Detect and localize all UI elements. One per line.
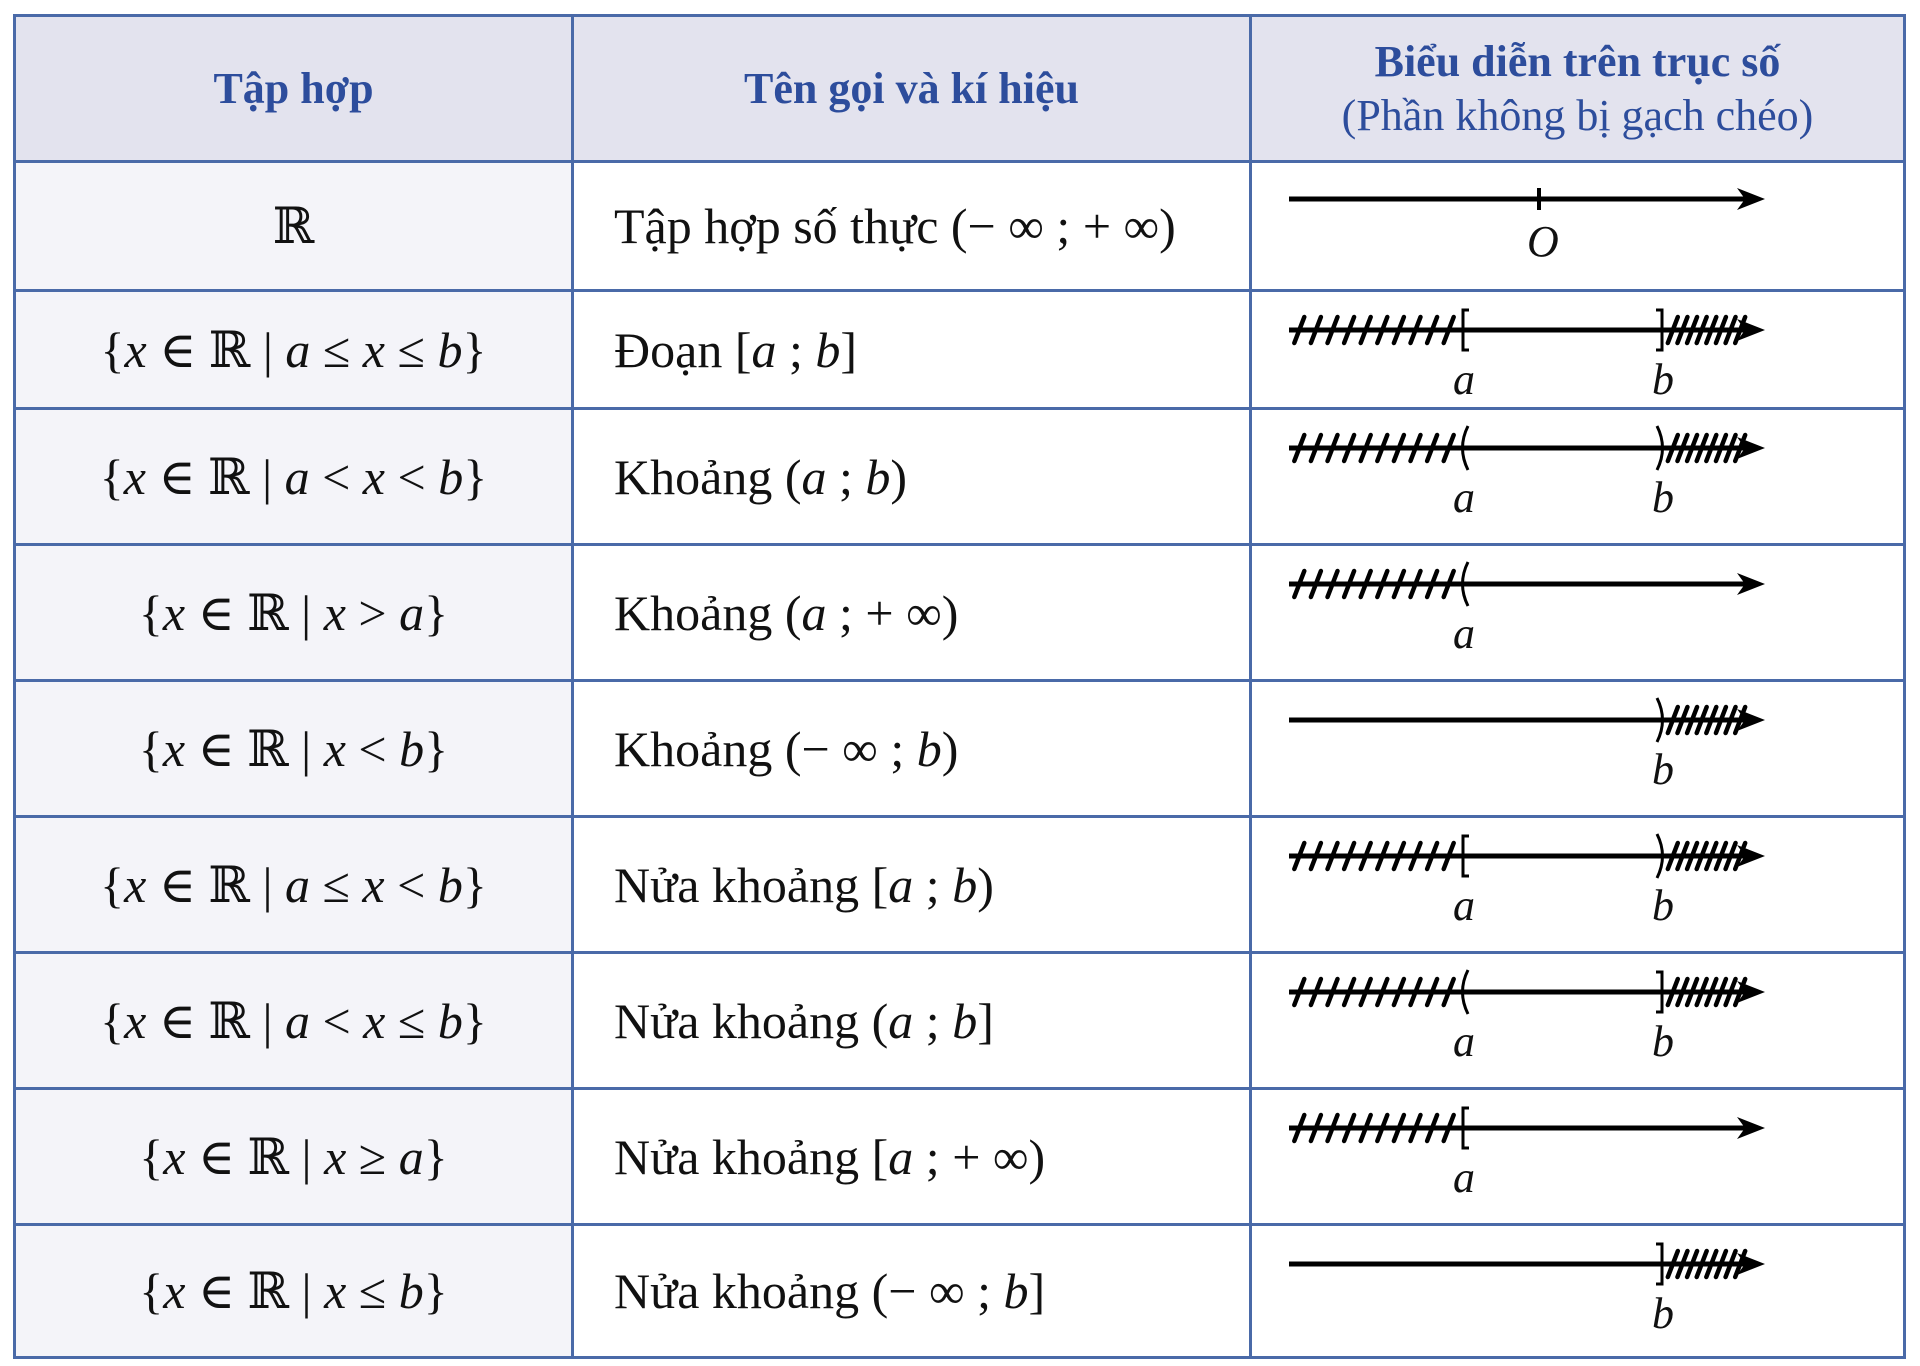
table-row: [16, 951, 1903, 1087]
header-axis-title: Biểu diễn trên trục số: [1374, 36, 1781, 86]
header-name-label: Tên gọi và kí hiệu: [744, 63, 1079, 113]
point-b-label: b: [1652, 1289, 1674, 1338]
number-line-icon: [1252, 1230, 1903, 1360]
number-line-icon: [1252, 686, 1903, 819]
table-row: [16, 1087, 1903, 1223]
number-line-icon: [1252, 822, 1903, 955]
table-row: [16, 407, 1903, 543]
axis-cell: [1249, 682, 1903, 815]
number-line-icon: [1252, 1094, 1903, 1227]
header-axis-subtitle: (Phần không bị gạch chéo): [1341, 90, 1814, 140]
set-notation: {x ∈ ℝ | a < x < b}: [99, 448, 488, 505]
point-a-label: a: [1453, 1153, 1475, 1202]
set-cell: [16, 1090, 571, 1223]
number-line-icon: [1252, 163, 1903, 289]
axis-cell: [1249, 1226, 1903, 1356]
axis-cell: [1249, 163, 1903, 289]
interval-name: Nửa khoảng (a ; b]: [614, 992, 994, 1049]
axis-cell: [1249, 546, 1903, 679]
header-row: [16, 17, 1903, 160]
interval-name: Đoạn [a ; b]: [614, 321, 858, 378]
interval-name: Khoảng (a ; b): [614, 448, 908, 505]
set-notation: {x ∈ ℝ | a ≤ x < b}: [100, 856, 487, 913]
point-a-label: a: [1453, 1017, 1475, 1066]
set-notation: {x ∈ ℝ | x ≤ b}: [139, 1263, 448, 1319]
set-cell: [16, 682, 571, 815]
header-axis: [1249, 17, 1903, 160]
number-line-icon: [1252, 550, 1903, 683]
point-b-label: b: [1652, 355, 1674, 404]
header-name: [571, 17, 1249, 160]
axis-cell: [1249, 818, 1903, 951]
table-row: [16, 815, 1903, 951]
point-b-label: b: [1652, 1017, 1674, 1066]
name-cell: [571, 1226, 1249, 1356]
set-notation: ℝ: [272, 198, 315, 254]
svg-text:O: O: [1527, 217, 1559, 266]
point-a-label: a: [1453, 881, 1475, 930]
number-line-icon: [1252, 414, 1903, 547]
interval-name: Khoảng (− ∞ ; b): [614, 720, 959, 777]
header-set: [16, 17, 571, 160]
set-notation: {x ∈ ℝ | x < b}: [138, 720, 449, 777]
interval-name: Khoảng (a ; + ∞): [614, 584, 959, 641]
set-notation: {x ∈ ℝ | a < x ≤ b}: [100, 992, 487, 1049]
point-b-label: b: [1652, 473, 1674, 522]
table-row: [16, 679, 1903, 815]
axis-cell: [1249, 410, 1903, 543]
set-cell: [16, 410, 571, 543]
number-line-icon: [1252, 958, 1903, 1091]
name-cell: [571, 954, 1249, 1087]
point-b-label: b: [1652, 745, 1674, 794]
set-notation: {x ∈ ℝ | x > a}: [138, 584, 449, 641]
point-a-label: a: [1453, 473, 1475, 522]
set-cell: [16, 1226, 571, 1356]
axis-cell: [1249, 954, 1903, 1087]
name-cell: [571, 163, 1249, 289]
point-a-label: a: [1453, 355, 1475, 404]
axis-cell: [1249, 292, 1903, 407]
point-a-label: a: [1453, 609, 1475, 658]
set-cell: [16, 546, 571, 679]
table-row: [16, 543, 1903, 679]
name-cell: [571, 1090, 1249, 1223]
name-cell: [571, 682, 1249, 815]
name-cell: [571, 410, 1249, 543]
table-row: [16, 1223, 1903, 1356]
set-cell: [16, 292, 571, 407]
name-cell: [571, 546, 1249, 679]
header-set-label: Tập hợp: [213, 63, 374, 113]
intervals-table: [13, 14, 1906, 1359]
table-row: [16, 160, 1903, 289]
set-notation: {x ∈ ℝ | x ≥ a}: [139, 1128, 448, 1185]
name-cell: [571, 292, 1249, 407]
set-cell: [16, 818, 571, 951]
number-line-icon: [1252, 296, 1903, 411]
name-cell: [571, 818, 1249, 951]
set-cell: [16, 954, 571, 1087]
axis-cell: [1249, 1090, 1903, 1223]
point-b-label: b: [1652, 881, 1674, 930]
interval-name: Tập hợp số thực (− ∞ ; + ∞): [614, 198, 1176, 254]
set-cell: [16, 163, 571, 289]
table-row: [16, 289, 1903, 407]
interval-name: Nửa khoảng (− ∞ ; b]: [614, 1263, 1046, 1319]
set-notation: {x ∈ ℝ | a ≤ x ≤ b}: [100, 321, 487, 378]
interval-name: Nửa khoảng [a ; b): [614, 856, 994, 913]
interval-name: Nửa khoảng [a ; + ∞): [614, 1128, 1046, 1185]
